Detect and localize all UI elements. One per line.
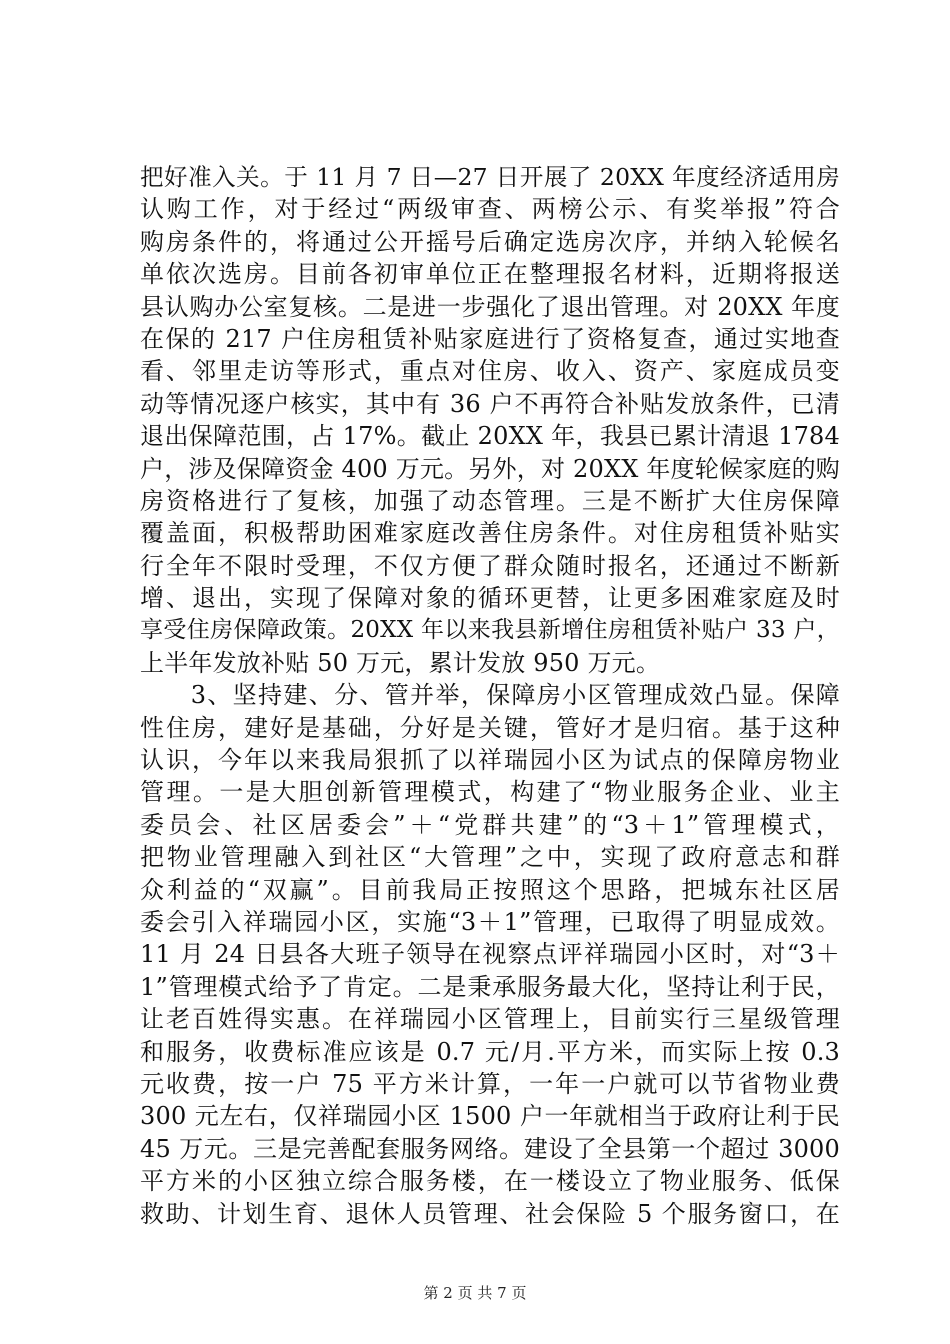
page-footer: 第 2 页 共 7 页 [423, 1284, 527, 1302]
text-line: 众利益的“双赢”。目前我局正按照这个思路，把城东社区居 [140, 875, 840, 904]
text-line: 增、退出，实现了保障对象的循环更替，让更多困难家庭及时 [140, 584, 840, 613]
text-line: 委员会、社区居委会”＋“党群共建”的“3＋1”管理模式， [140, 810, 840, 839]
text-line: 在保的 217 户住房租赁补贴家庭进行了资格复查，通过实地查 [140, 324, 840, 353]
text-line: 300 元左右，仅祥瑞园小区 1500 户一年就相当于政府让利于民 [140, 1102, 840, 1131]
text-line: 把好准入关。于 11 月 7 日—27 日开展了 20XX 年度经济适用房 [140, 163, 840, 191]
text-line: 性住房，建好是基础，分好是关键，管好才是归宿。基于这种 [140, 713, 840, 742]
paragraph-end-line: 上半年发放补贴 50 万元，累计发放 950 万元。 [140, 648, 661, 677]
text-line: 平方米的小区独立综合服务楼，在一楼设立了物业服务、低保 [140, 1167, 840, 1196]
text-line: 县认购办公室复核。二是进一步强化了退出管理。对 20XX 年度 [140, 292, 840, 321]
text-line: 退出保障范围，占 17%。截止 20XX 年，我县已累计清退 1784 [140, 422, 840, 451]
text-line: 享受住房保障政策。20XX 年以来我县新增住房租赁补贴户 33 户， [140, 617, 840, 644]
body-text [140, 161, 840, 1230]
text-line: 房资格进行了复核，加强了动态管理。三是不断扩大住房保障 [140, 486, 840, 515]
text-line: 元收费，按一户 75 平方米计算，一年一户就可以节省物业费 [140, 1069, 840, 1098]
text-line: 认购工作，对于经过“两级审查、两榜公示、有奖举报”符合 [140, 195, 840, 224]
text-line: 动等情况逐户核实，其中有 36 户不再符合补贴发放条件，已清 [140, 389, 840, 418]
text-line: 行全年不限时受理，不仅方便了群众随时报名，还通过不断新 [140, 551, 840, 580]
text-line: 3、坚持建、分、管并举，保障房小区管理成效凸显。保障 [140, 681, 840, 710]
text-line: 让老百姓得实惠。在祥瑞园小区管理上，目前实行三星级管理 [140, 1005, 840, 1034]
text-line: 1”管理模式给予了肯定。二是秉承服务最大化，坚持让利于民， [140, 972, 840, 1001]
text-line: 户，涉及保障资金 400 万元。另外，对 20XX 年度轮候家庭的购 [140, 454, 840, 483]
text-line: 单依次选房。目前各初审单位正在整理报名材料，近期将报送 [140, 260, 840, 289]
text-line: 救助、计划生育、退休人员管理、社会保险 5 个服务窗口，在 [140, 1199, 840, 1228]
text-line: 和服务，收费标准应该是 0.7 元/月.平方米，而实际上按 0.3 [140, 1037, 840, 1066]
text-line: 11 月 24 日县各大班子领导在视察点评祥瑞园小区时，对“3＋ [140, 940, 840, 969]
text-line: 覆盖面，积极帮助困难家庭改善住房条件。对住房租赁补贴实 [140, 519, 840, 548]
text-line: 看、邻里走访等形式，重点对住房、收入、资产、家庭成员变 [140, 357, 840, 386]
text-line: 45 万元。三是完善配套服务网络。建设了全县第一个超过 3000 [140, 1134, 840, 1163]
text-line: 把物业管理融入到社区“大管理”之中，实现了政府意志和群 [140, 843, 840, 872]
text-line: 委会引入祥瑞园小区，实施“3＋1”管理，已取得了明显成效。 [140, 907, 840, 936]
text-line: 购房条件的，将通过公开摇号后确定选房次序，并纳入轮候名 [140, 227, 840, 256]
text-line: 认识，今年以来我局狠抓了以祥瑞园小区为试点的保障房物业 [140, 746, 840, 775]
text-line: 管理。一是大胆创新管理模式，构建了“物业服务企业、业主 [140, 778, 840, 807]
